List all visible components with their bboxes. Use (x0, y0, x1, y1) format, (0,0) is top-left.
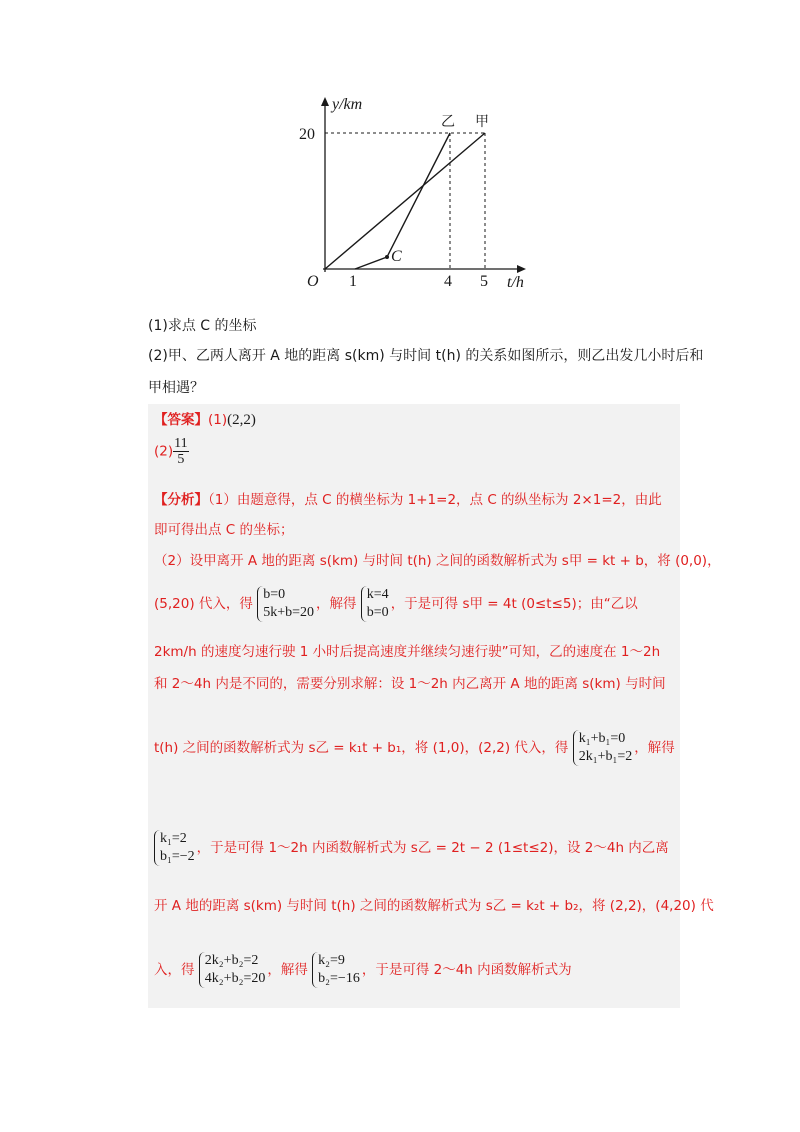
x-axis-label: t/h (507, 274, 524, 291)
line-jia (325, 133, 485, 269)
analysis-2-line-2: (5,20) 代入，得 b=0 5k+b=20 ，解得 k=4 b=0 ，于是可得 s甲 = 4t (0≤t≤5)；由“乙以 (154, 587, 638, 620)
system-1: b=0 5k+b=20 (257, 586, 316, 622)
analysis-2-line-6: k₁=2 b₁=−2 ，于是可得 1～2h 内函数解析式为 s乙 = 2t − 2 (1≤t≤2)，设 2～4h 内乙离 (154, 830, 669, 866)
y-axis-label: y/km (332, 96, 363, 113)
answer-tag: 【答案】 (154, 412, 208, 428)
point-c (385, 255, 389, 259)
question-2-line-1: (2)甲、乙两人离开 A 地的距离 s(km) 与时间 t(h) 的关系如图所示，则乙出发几小时后和 (148, 348, 704, 364)
system-4: k₁=2 b₁=−2 (154, 830, 197, 866)
analysis-1-line-2: 即可得出点 C 的坐标； (154, 522, 294, 538)
x-tick-1: 1 (349, 273, 357, 290)
question-2-line-2: 甲相遇？ (148, 380, 204, 396)
analysis-1-line-1: 【分析】（1）由题意得，点 C 的横坐标为 1+1=2，点 C 的纵坐标为 2×1=2，由此 (154, 492, 662, 508)
x-axis-arrow (517, 265, 526, 273)
answer-2-prefix: (2) (154, 443, 174, 460)
system-2: k=4 b=0 (361, 586, 391, 622)
answer-2-fraction: $\frac{11}{5}$ (174, 436, 188, 467)
answer-analysis-box (148, 404, 721, 1008)
system-6: k₂=9 b₂=−16 (312, 952, 362, 988)
analysis-2-line-7: 开 A 地的距离 s(km) 与时间 t(h) 之间的函数解析式为 s乙 = k₂t + b₂，将 (2,2)，(4,20) 代 (154, 898, 714, 914)
x-tick-5: 5 (480, 273, 488, 290)
question-1: (1)求点 C 的坐标 (148, 318, 257, 334)
x-tick-4: 4 (444, 273, 452, 290)
analysis-2-line-4: 和 2～4h 内是不同的，需要分别求解：设 1～2h 内乙离开 A 地的距离 s(km) 与时间 (154, 676, 666, 692)
answer-1-row (154, 410, 256, 430)
label-yi: 乙 (441, 114, 455, 130)
analysis-2-line-3: 2km/h 的速度匀速行驶 1 小时后提高速度并继续匀速行驶”可知，乙的速度在 1～2h (154, 644, 661, 660)
analysis-2-line-5: t(h) 之间的函数解析式为 s乙 = k₁t + b₁，将 (1,0)，(2,2) 代入，得 k₁+b₁=0 2k₁+b₁=2 ，解得 (154, 731, 675, 764)
system-3: k₁+b₁=0 2k₁+b₁=2 (573, 730, 635, 766)
answer-1-prefix: (1) (208, 412, 228, 428)
origin-label: O (307, 273, 319, 290)
answer-2-row (154, 436, 189, 467)
point-c-label: C (391, 248, 402, 265)
system-5: 2k₂+b₂=2 4k₂+b₂=20 (199, 952, 268, 988)
analysis-2-line-1: （2）设甲离开 A 地的距离 s(km) 与时间 t(h) 之间的函数解析式为 s甲 = kt + b，将 (0,0)， (154, 553, 721, 569)
label-jia: 甲 (475, 114, 489, 130)
answer-1-value: (2,2) (227, 412, 256, 428)
y-tick-20: 20 (299, 126, 315, 143)
analysis-tag: 【分析】 (154, 492, 208, 508)
line-yi (355, 133, 450, 269)
y-axis-arrow (321, 97, 329, 106)
distance-time-graph (295, 92, 535, 297)
analysis-2-line-8: 入，得 2k₂+b₂=2 4k₂+b₂=20 ，解得 k₂=9 b₂=−16 ，于是可得 2～4h 内函数解析式为 (154, 953, 572, 986)
